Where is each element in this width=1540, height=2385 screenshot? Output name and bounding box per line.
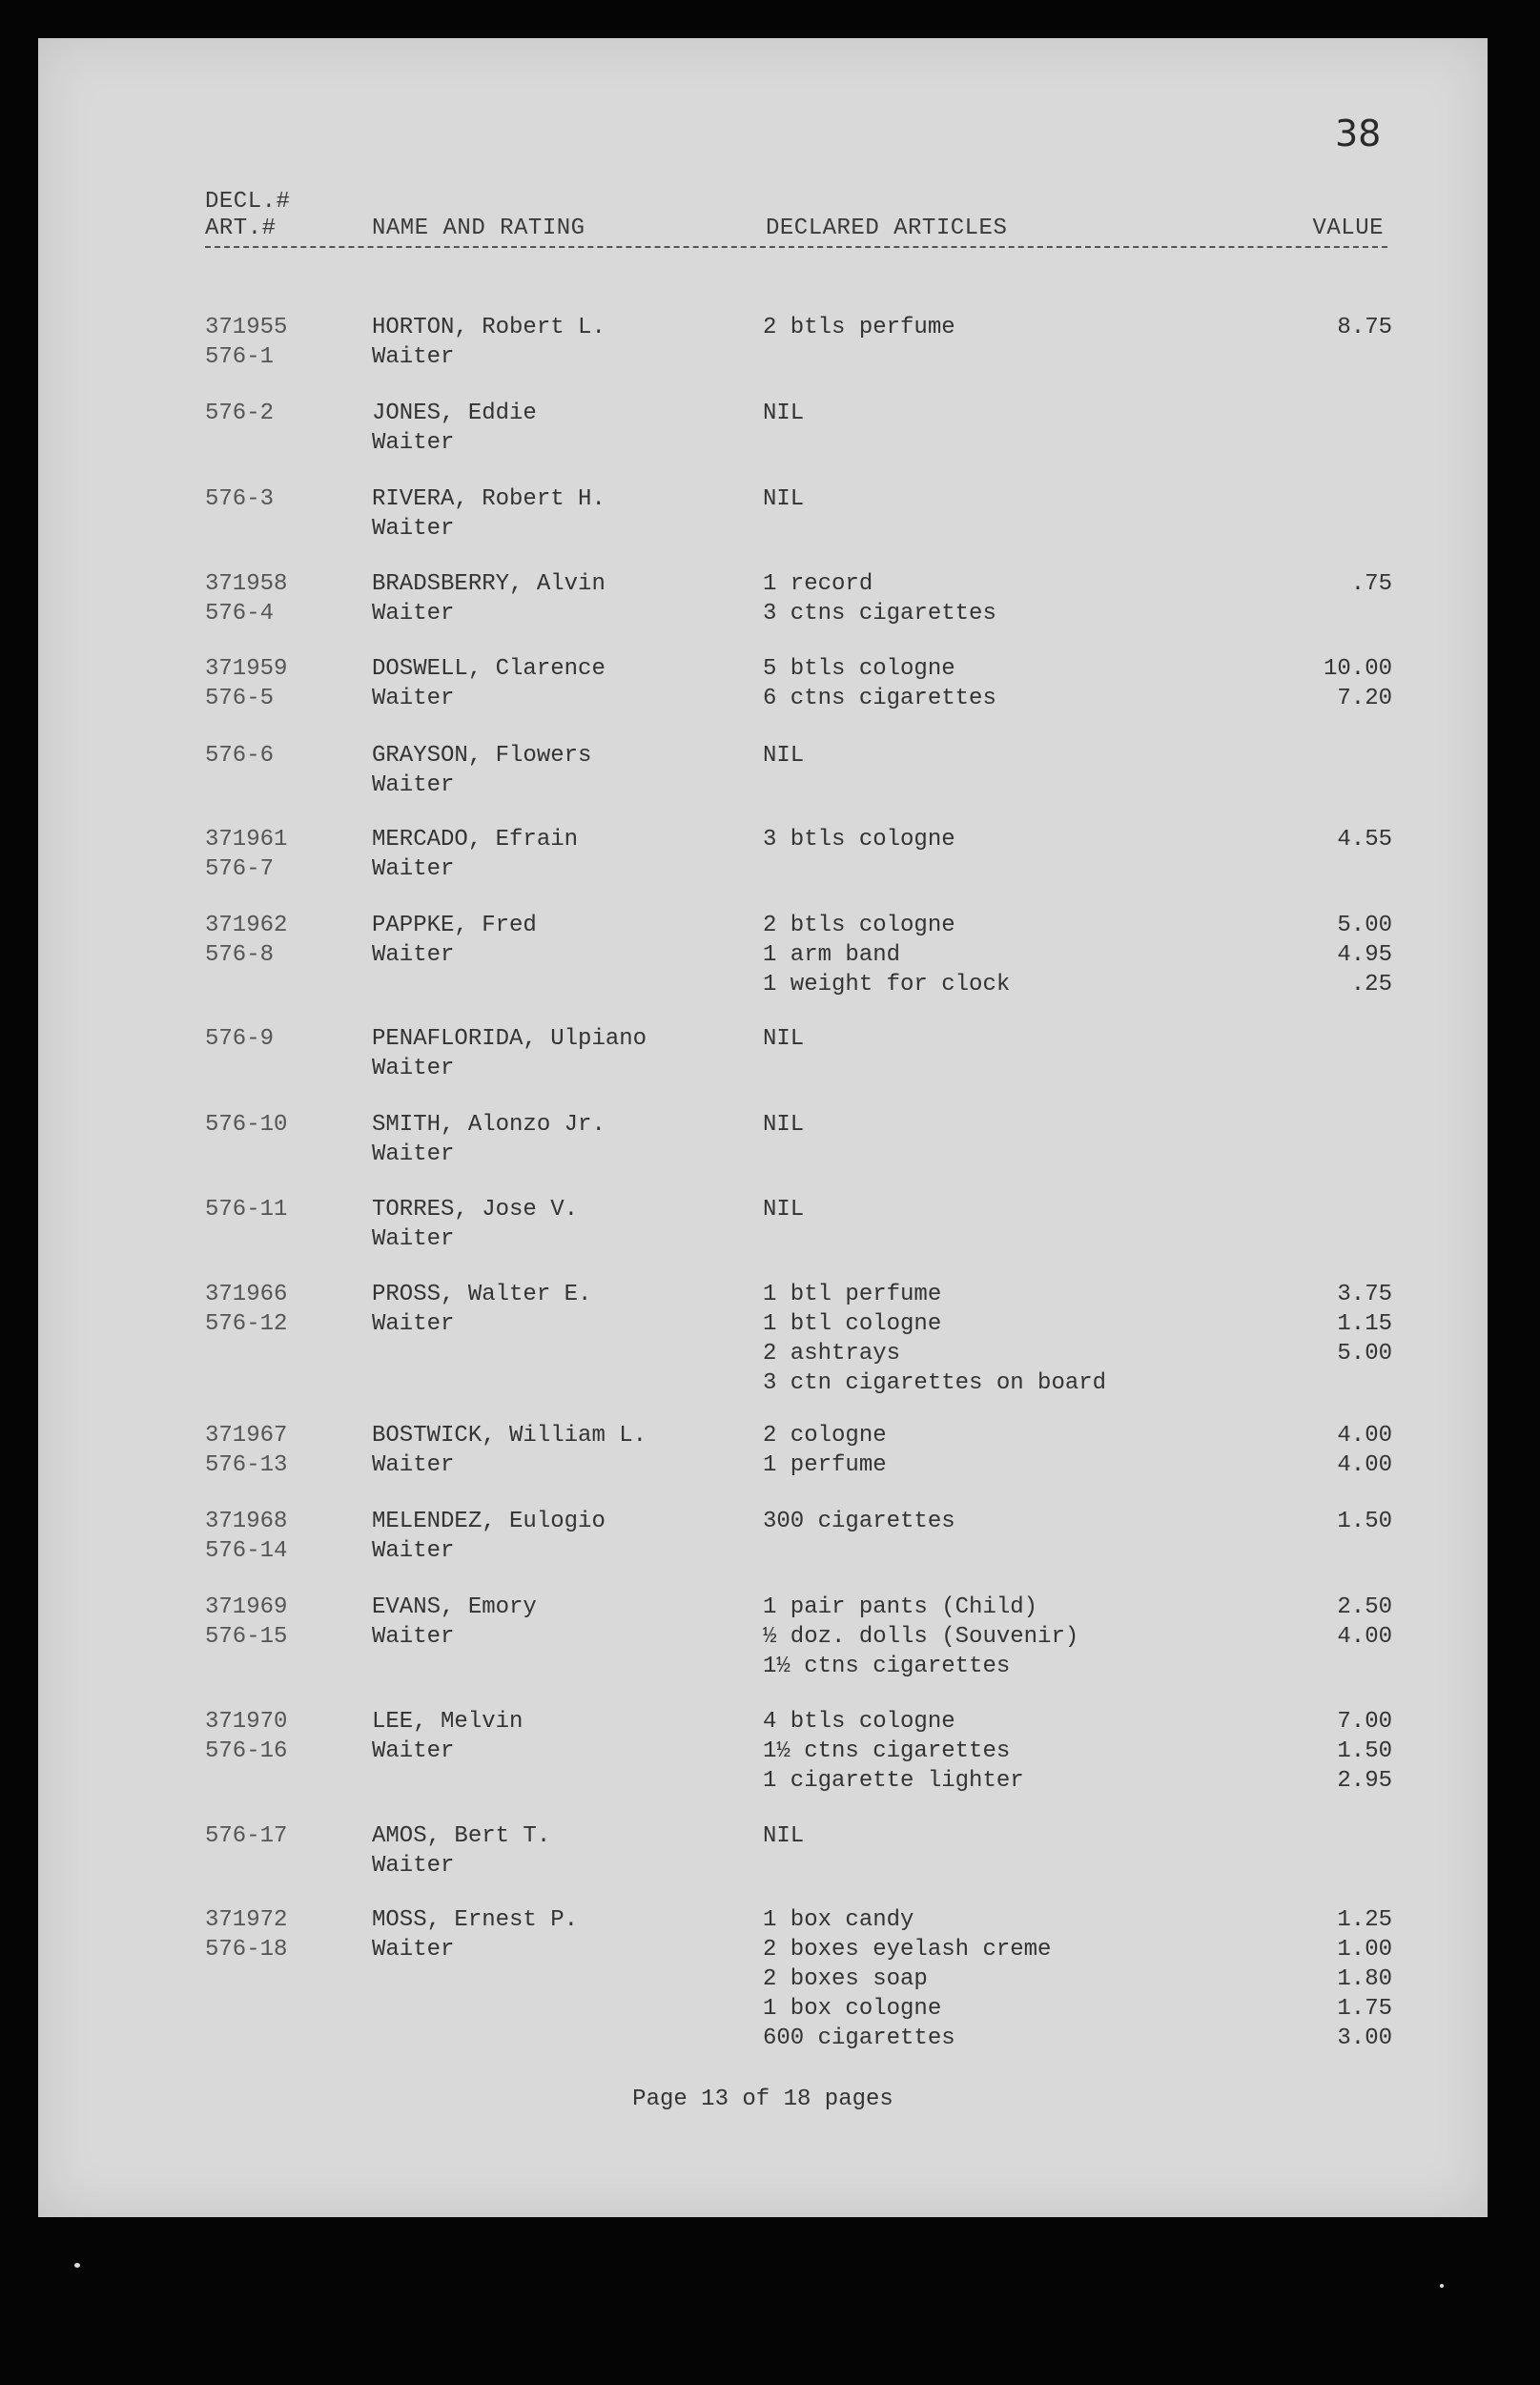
article-line: 1 pair pants (Child) — [763, 1594, 1038, 1620]
decl-number: 576-11 — [205, 1197, 288, 1223]
decl-number: 576-7 — [205, 856, 275, 882]
name-rating-cell — [372, 313, 791, 372]
value-cell — [1182, 1421, 1392, 1480]
article-line: 1 btl perfume — [763, 1282, 942, 1307]
name-rating: Waiter — [372, 601, 455, 627]
article-line: 2 btls cologne — [763, 913, 955, 938]
value-line: 4.00 — [1337, 1624, 1392, 1650]
value-line: 2.95 — [1337, 1768, 1392, 1794]
value-line: 5.00 — [1337, 1341, 1392, 1367]
scan-speck — [74, 2263, 80, 2268]
article-line: 1 box cologne — [763, 1996, 942, 2022]
name-rating: Waiter — [372, 686, 455, 711]
article-cell — [763, 1024, 1297, 1054]
name-rating: Waiter — [372, 1311, 455, 1337]
article-line: 3 btls cologne — [763, 827, 955, 853]
value-line: 1.80 — [1337, 1966, 1392, 1992]
name-rating: Waiter — [372, 772, 455, 798]
name-rating: MOSS, Ernest P. — [372, 1907, 579, 1933]
name-rating: Waiter — [372, 856, 455, 882]
name-rating-cell — [372, 654, 791, 713]
value-line: 3.75 — [1337, 1282, 1392, 1307]
decl-number-cell — [205, 1905, 348, 1964]
value-cell — [1182, 654, 1392, 713]
article-line: NIL — [763, 743, 805, 769]
name-rating: HORTON, Robert L. — [372, 315, 606, 340]
article-line: 4 btls cologne — [763, 1709, 955, 1735]
decl-number-cell — [205, 569, 348, 628]
value-line: 1.50 — [1337, 1738, 1392, 1764]
header-art-number: ART.# — [205, 216, 277, 241]
name-rating: BRADSBERRY, Alvin — [372, 571, 606, 597]
value-line: 10.00 — [1323, 656, 1392, 682]
value-line: 8.75 — [1337, 315, 1392, 340]
article-line: 2 boxes soap — [763, 1966, 928, 1992]
decl-number: 576-2 — [205, 401, 275, 426]
decl-number: 371969 — [205, 1594, 288, 1620]
value-cell — [1182, 911, 1392, 999]
name-rating-cell — [372, 569, 791, 628]
name-rating: Waiter — [372, 1141, 455, 1167]
name-rating-cell — [372, 1110, 791, 1169]
name-rating: Waiter — [372, 430, 455, 456]
article-line: 2 cologne — [763, 1423, 887, 1449]
name-rating-cell — [372, 1905, 791, 1964]
decl-number: 576-17 — [205, 1823, 288, 1849]
article-line: NIL — [763, 486, 805, 512]
decl-number: 576-13 — [205, 1452, 288, 1478]
scan-speck — [1440, 2284, 1444, 2288]
name-rating: PENAFLORIDA, Ulpiano — [372, 1026, 647, 1052]
name-rating: Waiter — [372, 1452, 455, 1478]
name-rating: PAPPKE, Fred — [372, 913, 537, 938]
decl-number-cell — [205, 484, 348, 514]
decl-number-cell — [205, 1421, 348, 1480]
decl-number: 576-9 — [205, 1026, 275, 1052]
name-rating: MERCADO, Efrain — [372, 827, 579, 853]
name-rating: BOSTWICK, William L. — [372, 1423, 647, 1449]
decl-number-cell — [205, 1195, 348, 1224]
name-rating: Waiter — [372, 1226, 455, 1252]
decl-number: 576-3 — [205, 486, 275, 512]
decl-number-cell — [205, 654, 348, 713]
value-line: 1.25 — [1337, 1907, 1392, 1933]
article-line: 1 arm band — [763, 942, 901, 968]
article-line: NIL — [763, 1026, 805, 1052]
article-line: 6 ctns cigarettes — [763, 686, 996, 711]
article-line: 5 btls cologne — [763, 656, 955, 682]
name-rating: JONES, Eddie — [372, 401, 537, 426]
name-rating: Waiter — [372, 942, 455, 968]
value-line: 1.15 — [1337, 1311, 1392, 1337]
decl-number: 371968 — [205, 1509, 288, 1534]
decl-number: 576-4 — [205, 601, 275, 627]
value-cell — [1182, 569, 1392, 599]
name-rating-cell — [372, 1821, 791, 1881]
value-line: 4.95 — [1337, 942, 1392, 968]
article-line: 3 ctn cigarettes on board — [763, 1370, 1107, 1396]
value-line: 4.00 — [1337, 1452, 1392, 1478]
article-cell — [763, 1110, 1297, 1140]
decl-number: 371967 — [205, 1423, 288, 1449]
decl-number: 371959 — [205, 656, 288, 682]
decl-number-cell — [205, 1507, 348, 1566]
name-rating-cell — [372, 1593, 791, 1652]
article-line: 1½ ctns cigarettes — [763, 1738, 1011, 1764]
value-line: 1.50 — [1337, 1509, 1392, 1534]
article-cell — [763, 1195, 1297, 1224]
name-rating: PROSS, Walter E. — [372, 1282, 592, 1307]
decl-number: 371962 — [205, 913, 288, 938]
name-rating-cell — [372, 911, 791, 970]
name-rating: Waiter — [372, 1624, 455, 1650]
value-cell — [1182, 1507, 1392, 1536]
decl-number: 576-1 — [205, 344, 275, 370]
name-rating: Waiter — [372, 1937, 455, 1963]
value-line: 7.20 — [1337, 686, 1392, 711]
decl-number: 576-5 — [205, 686, 275, 711]
article-line: 3 ctns cigarettes — [763, 601, 996, 627]
page-number: 38 — [1335, 113, 1382, 154]
name-rating: Waiter — [372, 1738, 455, 1764]
article-line: ½ doz. dolls (Souvenir) — [763, 1624, 1079, 1650]
article-line: 2 ashtrays — [763, 1341, 901, 1367]
article-line: 1 weight for clock — [763, 972, 1011, 997]
decl-number: 371955 — [205, 315, 288, 340]
value-line: .75 — [1350, 571, 1392, 597]
value-cell — [1182, 313, 1392, 342]
decl-number-cell — [205, 1280, 348, 1339]
article-line: 1 box candy — [763, 1907, 914, 1933]
header-decl-number: DECL.# — [205, 189, 291, 215]
decl-number: 371966 — [205, 1282, 288, 1307]
article-line: NIL — [763, 401, 805, 426]
decl-number-cell — [205, 1821, 348, 1851]
decl-number: 576-6 — [205, 743, 275, 769]
decl-number-cell — [205, 1110, 348, 1140]
decl-number: 371961 — [205, 827, 288, 853]
decl-number-cell — [205, 911, 348, 970]
header-underline — [205, 246, 1387, 248]
name-rating: AMOS, Bert T. — [372, 1823, 551, 1849]
decl-number-cell — [205, 741, 348, 771]
decl-number: 371972 — [205, 1907, 288, 1933]
value-cell — [1182, 1593, 1392, 1652]
decl-number: 576-14 — [205, 1538, 288, 1564]
name-rating: DOSWELL, Clarence — [372, 656, 606, 682]
decl-number-cell — [205, 399, 348, 428]
name-rating: SMITH, Alonzo Jr. — [372, 1112, 606, 1138]
decl-number: 576-18 — [205, 1937, 288, 1963]
decl-number-cell — [205, 1593, 348, 1652]
header-name-rating: NAME AND RATING — [372, 216, 585, 241]
name-rating: GRAYSON, Flowers — [372, 743, 592, 769]
document-page — [38, 38, 1488, 2217]
name-rating-cell — [372, 1707, 791, 1766]
decl-number-cell — [205, 1024, 348, 1054]
name-rating: Waiter — [372, 1538, 455, 1564]
name-rating: Waiter — [372, 1056, 455, 1081]
value-line: 1.00 — [1337, 1937, 1392, 1963]
article-line: 1 perfume — [763, 1452, 887, 1478]
article-line: 2 btls perfume — [763, 315, 955, 340]
article-cell — [763, 399, 1297, 428]
article-line: NIL — [763, 1197, 805, 1223]
article-line: 600 cigarettes — [763, 2025, 955, 2051]
value-cell — [1182, 825, 1392, 854]
name-rating-cell — [372, 1280, 791, 1339]
value-cell — [1182, 1905, 1392, 2053]
article-line: NIL — [763, 1823, 805, 1849]
name-rating: Waiter — [372, 516, 455, 542]
article-line: 2 boxes eyelash creme — [763, 1937, 1052, 1963]
decl-number-cell — [205, 825, 348, 884]
decl-number-cell — [205, 1707, 348, 1766]
decl-number: 576-15 — [205, 1624, 288, 1650]
article-line: NIL — [763, 1112, 805, 1138]
decl-number: 576-8 — [205, 942, 275, 968]
decl-number-cell — [205, 313, 348, 372]
name-rating-cell — [372, 1421, 791, 1480]
name-rating: LEE, Melvin — [372, 1709, 524, 1735]
name-rating: EVANS, Emory — [372, 1594, 537, 1620]
article-line: 1½ ctns cigarettes — [763, 1654, 1011, 1679]
article-line: 1 cigarette lighter — [763, 1768, 1024, 1794]
article-line: 1 record — [763, 571, 873, 597]
value-cell — [1182, 1707, 1392, 1796]
article-line: 1 btl cologne — [763, 1311, 942, 1337]
name-rating: Waiter — [372, 1853, 455, 1879]
value-line: 4.55 — [1337, 827, 1392, 853]
value-line: 2.50 — [1337, 1594, 1392, 1620]
name-rating-cell — [372, 399, 791, 458]
decl-number: 371970 — [205, 1709, 288, 1735]
decl-number: 576-16 — [205, 1738, 288, 1764]
value-line: 5.00 — [1337, 913, 1392, 938]
header-declared-articles: DECLARED ARTICLES — [766, 216, 1008, 241]
decl-number: 576-12 — [205, 1311, 288, 1337]
value-line: 1.75 — [1337, 1996, 1392, 2022]
value-line: .25 — [1350, 972, 1392, 997]
name-rating: TORRES, Jose V. — [372, 1197, 579, 1223]
header-value: VALUE — [1312, 216, 1384, 241]
name-rating-cell — [372, 741, 791, 800]
value-line: 7.00 — [1337, 1709, 1392, 1735]
name-rating: Waiter — [372, 344, 455, 370]
article-line: 300 cigarettes — [763, 1509, 955, 1534]
value-line: 3.00 — [1337, 2025, 1392, 2051]
name-rating-cell — [372, 484, 791, 544]
value-line: 4.00 — [1337, 1423, 1392, 1449]
decl-number: 371958 — [205, 571, 288, 597]
name-rating: MELENDEZ, Eulogio — [372, 1509, 606, 1534]
value-cell — [1182, 1280, 1392, 1368]
name-rating-cell — [372, 1024, 791, 1083]
decl-number: 576-10 — [205, 1112, 288, 1138]
page-footer: Page 13 of 18 pages — [632, 2087, 893, 2112]
name-rating-cell — [372, 1195, 791, 1254]
name-rating-cell — [372, 825, 791, 884]
name-rating: RIVERA, Robert H. — [372, 486, 606, 512]
article-cell — [763, 1821, 1297, 1851]
name-rating-cell — [372, 1507, 791, 1566]
article-cell — [763, 484, 1297, 514]
article-cell — [763, 741, 1297, 771]
